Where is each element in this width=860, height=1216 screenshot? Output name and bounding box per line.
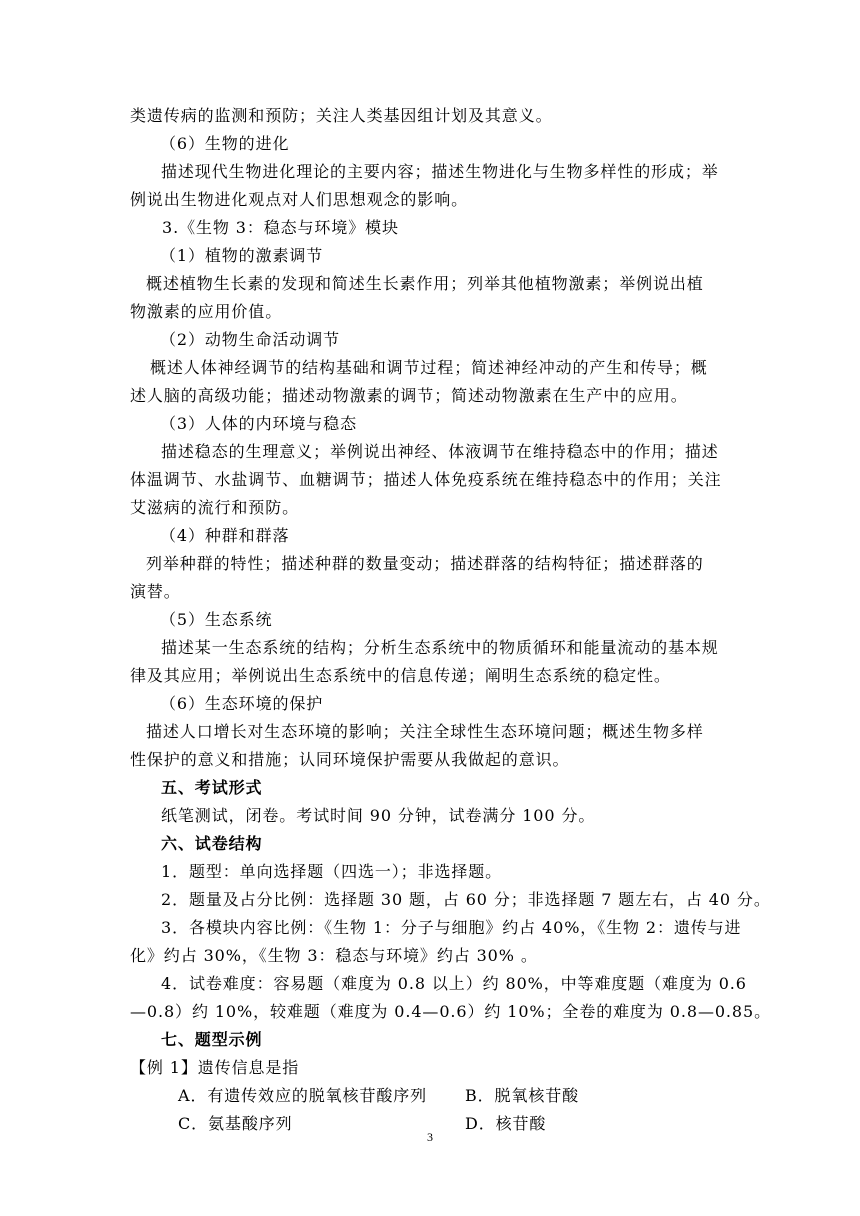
text-line: 4．试卷难度：容易题（难度为 0.8 以上）约 80%，中等难度题（难度为 0.6	[161, 974, 747, 993]
text-line: —0.8）约 10%，较难题（难度为 0.4—0.6）约 10%；全卷的难度为 0.8—0.85。	[130, 1002, 771, 1021]
chapter-heading: 七、题型示例	[161, 1030, 263, 1049]
text-line: 述人脑的高级功能；描述动物激素的调节；简述动物激素在生产中的应用。	[130, 386, 688, 405]
text-line: 列举种群的特性；描述种群的数量变动；描述群落的结构特征；描述群落的	[146, 554, 704, 573]
text-line: 3．各模块内容比例：《生物 1：分子与细胞》约占 40%，《生物 2：遗传与进	[161, 918, 742, 937]
text-line: 类遗传病的监测和预防；关注人类基因组计划及其意义。	[130, 106, 553, 125]
text-line: 概述人体神经调节的结构基础和调节过程；简述神经冲动的产生和传导；概	[150, 358, 708, 377]
option-b: B．脱氧核苷酸	[465, 1086, 580, 1105]
text-line: 1．题型：单向选择题（四选一）；非选择题。	[161, 862, 503, 881]
text-line: 物激素的应用价值。	[130, 302, 283, 321]
text-line: 描述人口增长对生态环境的影响；关注全球性生态环境问题；概述生物多样	[146, 722, 704, 741]
option-c: C．氨基酸序列	[178, 1114, 293, 1133]
text-line: 演替。	[130, 582, 181, 601]
text-line: 描述现代生物进化理论的主要内容；描述生物进化与生物多样性的形成；举	[161, 162, 719, 181]
chapter-heading: 六、试卷结构	[161, 834, 263, 853]
section-heading: （2）动物生命活动调节	[160, 330, 341, 349]
text-line: 体温调节、水盐调节、血糖调节；描述人体免疫系统在维持稳态中的作用；关注	[130, 470, 722, 489]
text-line: 描述某一生态系统的结构；分析生态系统中的物质循环和能量流动的基本规	[161, 638, 719, 657]
section-heading: （1）植物的激素调节	[160, 246, 324, 265]
chapter-heading: 五、考试形式	[161, 778, 263, 797]
text-line: 描述稳态的生理意义；举例说出神经、体液调节在维持稳态中的作用；描述	[161, 442, 719, 461]
module-heading: 3.《生物 3：稳态与环境》模块	[162, 218, 399, 237]
text-line: 例说出生物进化观点对人们思想观念的影响。	[130, 190, 469, 209]
example-question: 【例 1】遗传信息是指	[130, 1058, 300, 1077]
section-heading: （6）生物的进化	[160, 134, 290, 153]
text-line: 纸笔测试，闭卷。考试时间 90 分钟，试卷满分 100 分。	[161, 806, 596, 825]
text-line: 性保护的意义和措施；认同环境保护需要从我做起的意识。	[130, 750, 570, 769]
section-heading: （4）种群和群落	[160, 526, 290, 545]
text-line: 2．题量及占分比例：选择题 30 题，占 60 分；非选择题 7 题左右，占 40 分。	[161, 890, 771, 909]
section-heading: （3）人体的内环境与稳态	[160, 414, 357, 433]
option-d: D．核苷酸	[465, 1114, 547, 1133]
page-number: 3	[427, 1130, 433, 1144]
text-line: 概述植物生长素的发现和简述生长素作用；列举其他植物激素；举例说出植	[146, 274, 704, 293]
text-line: 艾滋病的流行和预防。	[130, 498, 300, 517]
text-line: 化》约占 30%，《生物 3：稳态与环境》约占 30% 。	[130, 946, 538, 965]
text-line: 律及其应用；举例说出生态系统中的信息传递；阐明生态系统的稳定性。	[130, 666, 671, 685]
section-heading: （6）生态环境的保护	[160, 694, 324, 713]
option-a: A．有遗传效应的脱氧核苷酸序列	[178, 1086, 428, 1105]
section-heading: （5）生态系统	[160, 610, 273, 629]
